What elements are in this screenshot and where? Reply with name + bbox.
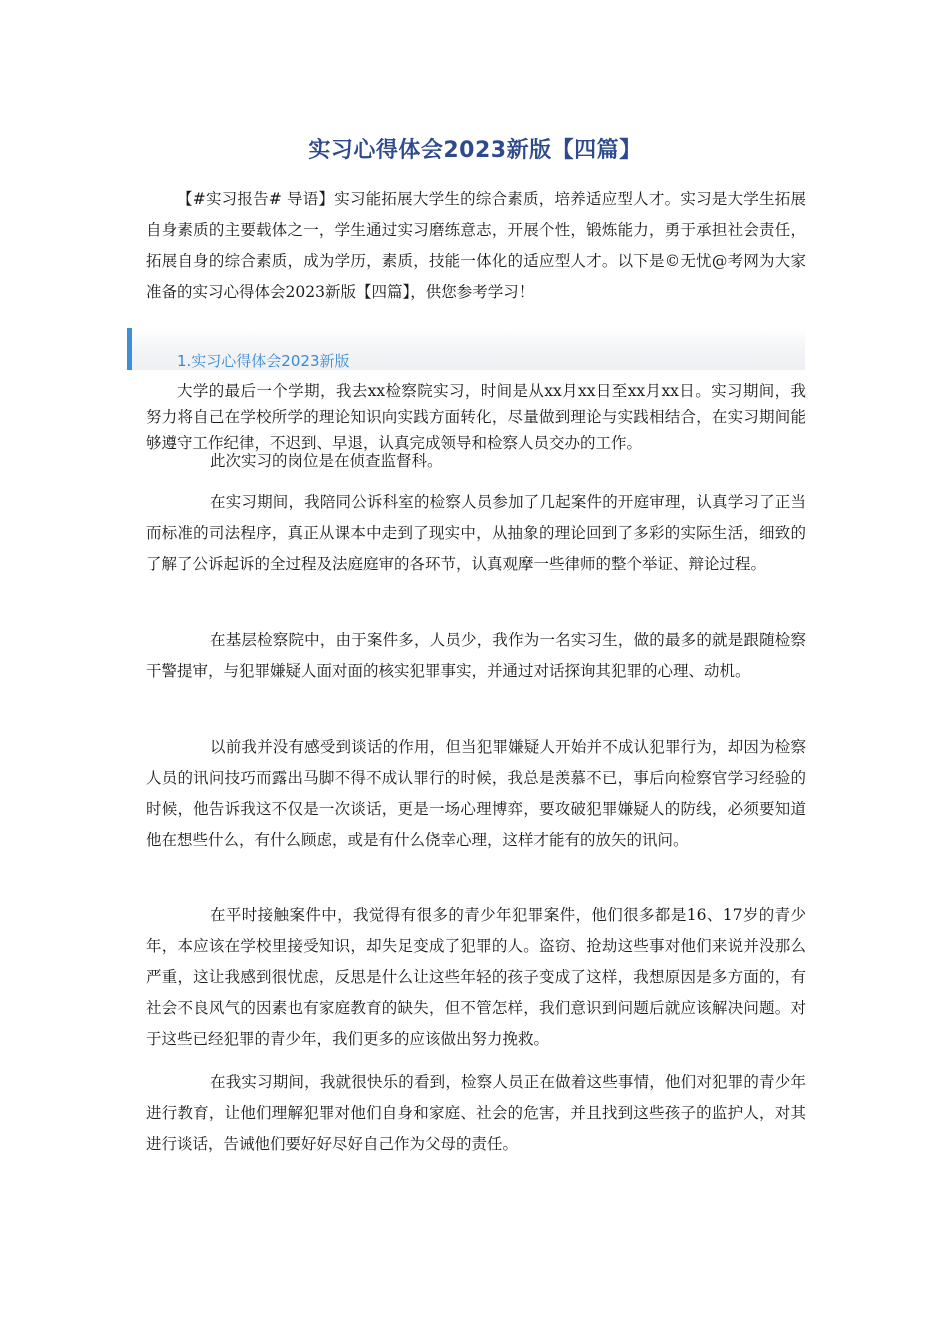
paragraph-7: 在我实习期间，我就很快乐的看到，检察人员正在做着这些事情，他们对犯罪的青少年进行教育，让他们理解犯罪对他们自身和家庭、社会的危害，并且找到这些孩子的监护人，对其进行谈话，告诫他们要好好尽好自己作为父母的责任。 bbox=[146, 1073, 806, 1153]
paragraph-4: 在基层检察院中，由于案件多，人员少，我作为一名实习生，做的最多的就是跟随检察干警提审，与犯罪嫌疑人面对面的核实犯罪事实，并通过对话探询其犯罪的心理、动机。 bbox=[146, 631, 806, 680]
intro-paragraph: 【#实习报告# 导语】实习能拓展大学生的综合素质，培养适应型人才。实习是大学生拓展自身素质的主要载体之一，学生通过实习磨练意志，开展个性，锻炼能力，勇于承担社会责任，拓展自身的综合素质，成为学历，素质，技能一体化的适应型人才。以下是©无忧@考网为大家准备的实习心得体会2023新版【四篇】，供您参考学习！ bbox=[146, 190, 806, 301]
paragraph-6: 在平时接触案件中，我觉得有很多的青少年犯罪案件，他们很多都是16、17岁的青少年，本应该在学校里接受知识，却失足变成了犯罪的人。盗窃、抢劫这些事对他们来说并没那么严重，这让我感到很忧虑，反思是什么让这些年轻的孩子变成了这样，我想原因是多方面的，有社会不良风气的因素也有家庭教育的缺失，但不管怎样，我们意识到问题后就应该解决问题。对于这些已经犯罪的青少年，我们更多的应该做出努力挽救。 bbox=[146, 906, 806, 1048]
paragraph-1: 大学的最后一个学期，我去xx检察院实习，时间是从xx月xx日至xx月xx日。实习期间，我努力将自己在学校所学的理论知识向实践方面转化，尽量做到理论与实践相结合，在实习期间能够遵守工作纪律，不迟到、早退，认真完成领导和检察人员交办的工作。 bbox=[146, 382, 806, 452]
paragraph-2: 此次实习的岗位是在侦查监督科。 bbox=[210, 452, 443, 470]
paragraph-5: 以前我并没有感受到谈话的作用，但当犯罪嫌疑人开始并不成认犯罪行为，却因为检察人员的讯问技巧而露出马脚不得不成认罪行的时候，我总是羡慕不已，事后向检察官学习经验的时候，他告诉我这不仅是一次谈话，更是一场心理博弈，要攻破犯罪嫌疑人的防线，必须要知道他在想些什么，有什么顾虑，或是有什么侥幸心理，这样才能有的放矢的讯问。 bbox=[146, 738, 806, 849]
document-title: 实习心得体会2023新版【四篇】 bbox=[308, 138, 642, 163]
section-accent-bar bbox=[127, 328, 132, 370]
section-heading-banner bbox=[127, 328, 805, 370]
paragraph-3: 在实习期间，我陪同公诉科室的检察人员参加了几起案件的开庭审理，认真学习了正当而标准的司法程序，真正从课本中走到了现实中，从抽象的理论回到了多彩的实际生活，细致的了解了公诉起诉的全过程及法庭庭审的各环节，认真观摩一些律师的整个举证、辩论过程。 bbox=[146, 493, 806, 573]
section-heading: 1.实习心得体会2023新版 bbox=[177, 352, 350, 370]
